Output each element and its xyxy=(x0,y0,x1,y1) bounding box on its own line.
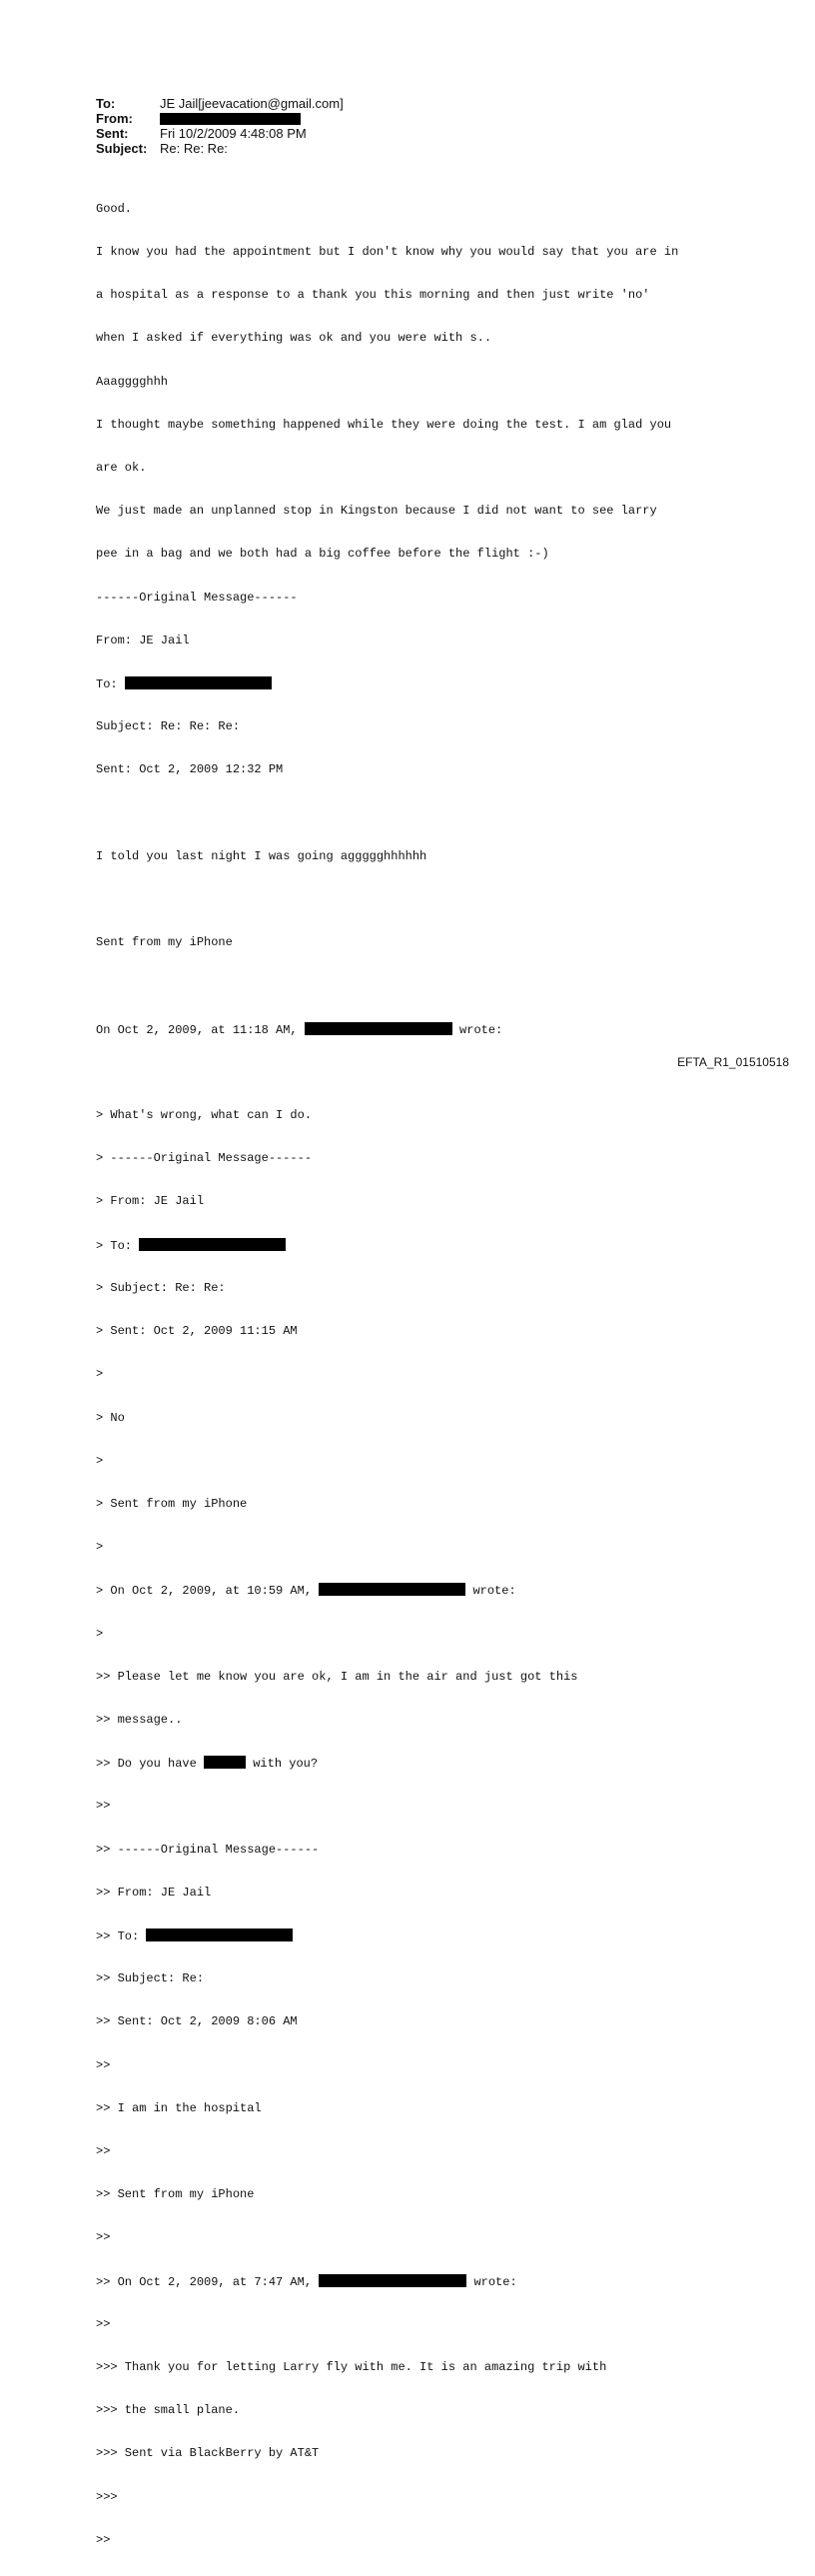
quoted-line: > xyxy=(96,1453,104,1468)
quoted-line: >> Sent from my iPhone xyxy=(96,2187,255,2202)
header-to-row xyxy=(96,96,775,111)
quoted-line: >> From: JE Jail xyxy=(96,1885,212,1900)
quoted-line: >> Please let me know you are ok, I am in the air and just got this xyxy=(96,1669,578,1684)
original-to xyxy=(96,676,795,690)
quoted-line: >> I am in the hospital xyxy=(96,2100,262,2115)
header-from-row xyxy=(96,111,775,126)
original-subject: Subject: Re: Re: Re: xyxy=(96,719,241,734)
quoted-line: > Subject: Re: Re: xyxy=(96,1280,226,1295)
quoted-doyou-prefix: >> Do you have xyxy=(96,1757,197,1772)
redaction-bar xyxy=(319,2274,466,2287)
redaction-bar xyxy=(204,1756,246,1769)
quoted-line: > From: JE Jail xyxy=(96,1194,205,1209)
quoted-line: >> xyxy=(96,2230,111,2245)
quoted-line: > Sent: Oct 2, 2009 11:15 AM xyxy=(96,1324,298,1339)
body-line: when I asked if everything was ok and you were with s.. xyxy=(96,331,492,346)
sent-label: Sent: xyxy=(96,126,129,141)
redaction-bar xyxy=(146,1929,293,1941)
original-message-divider: ------Original Message------ xyxy=(96,590,298,605)
quoted-line: >>> Thank you for letting Larry fly with me. It is an amazing trip with xyxy=(96,2359,607,2374)
quoted-line xyxy=(96,1238,795,1252)
body-line: Good. xyxy=(96,201,133,216)
quoted-line: > No xyxy=(96,1410,125,1425)
redaction-bar xyxy=(305,1022,452,1035)
subject-value: Re: Re: Re: xyxy=(160,141,228,156)
body-line: are ok. xyxy=(96,461,147,476)
redaction-bar xyxy=(160,113,301,125)
blank-line xyxy=(96,978,795,992)
blank-line xyxy=(96,806,795,820)
to-value: JE Jail[jeevacation@gmail.com] xyxy=(160,96,344,111)
body-line: I know you had the appointment but I don't know why you would say that you are in xyxy=(96,245,679,260)
body-line: I told you last night I was going aggggghhhhhh xyxy=(96,848,427,863)
email-header xyxy=(96,96,775,156)
from-label: From: xyxy=(96,111,133,126)
quoted-line: >> message.. xyxy=(96,1712,183,1727)
quoted-wrote-suffix: wrote: xyxy=(473,2274,517,2289)
quoted-line: > xyxy=(96,1626,104,1641)
quoted-line: > Sent from my iPhone xyxy=(96,1496,248,1511)
signature-line: Sent from my iPhone xyxy=(96,935,233,950)
body-line: Aaagggghhh xyxy=(96,374,169,389)
quoted-doyou-suffix: with you? xyxy=(253,1757,319,1772)
blank-line xyxy=(96,892,795,906)
quoted-line: > ------Original Message------ xyxy=(96,1151,313,1166)
quoted-line xyxy=(96,1929,795,1942)
quoted-line: >> xyxy=(96,2316,111,2331)
redaction-bar xyxy=(319,1583,465,1596)
original-sent: Sent: Oct 2, 2009 12:32 PM xyxy=(96,762,284,777)
body-line: I thought maybe something happened while they were doing the test. I am glad you xyxy=(96,417,672,432)
original-to-label: To: xyxy=(96,677,118,692)
quoted-line xyxy=(96,2274,795,2288)
quoted-line: >> Sent: Oct 2, 2009 8:06 AM xyxy=(96,2014,298,2029)
document-id: EFTA_R1_01510518 xyxy=(677,1055,789,1069)
quoted-line: >> xyxy=(96,2532,111,2547)
email-body xyxy=(96,173,795,2576)
redaction-bar xyxy=(125,676,272,689)
quoted-to-label: > To: xyxy=(96,1238,133,1253)
body-line: pee in a bag and we both had a big coffee before the flight :-) xyxy=(96,547,549,562)
redaction-bar xyxy=(139,1238,286,1251)
quoted-line: >> xyxy=(96,2057,111,2072)
quoted-line xyxy=(96,1756,795,1770)
quoted-wrote-prefix: > On Oct 2, 2009, at 10:59 AM, xyxy=(96,1584,313,1599)
wrote-line xyxy=(96,1022,795,1036)
quoted-line: >>> the small plane. xyxy=(96,2403,241,2418)
body-line: a hospital as a response to a thank you this morning and then just write 'no' xyxy=(96,288,650,303)
quoted-line xyxy=(96,1583,795,1597)
subject-label: Subject: xyxy=(96,141,148,156)
quoted-line: > xyxy=(96,1540,104,1555)
to-label: To: xyxy=(96,96,116,111)
quoted-wrote-suffix: wrote: xyxy=(472,1584,516,1599)
quoted-line: >>> Sent via BlackBerry by AT&T xyxy=(96,2446,320,2461)
quoted-wrote-prefix: >> On Oct 2, 2009, at 7:47 AM, xyxy=(96,2274,313,2289)
original-from: From: JE Jail xyxy=(96,633,190,647)
header-subject-row xyxy=(96,141,775,156)
quoted-line: >> xyxy=(96,2143,111,2158)
quoted-line: >> ------Original Message------ xyxy=(96,1842,320,1857)
body-line: We just made an unplanned stop in Kingston because I did not want to see larry xyxy=(96,504,657,519)
quoted-to-label: >> To: xyxy=(96,1929,140,1943)
quoted-line: >> xyxy=(96,1799,111,1814)
quoted-line: >>> xyxy=(96,2489,118,2504)
quoted-line: > What's wrong, what can I do. xyxy=(96,1108,313,1123)
sent-value: Fri 10/2/2009 4:48:08 PM xyxy=(160,126,307,141)
wrote-line-suffix: wrote: xyxy=(459,1022,503,1037)
quoted-line: >> Subject: Re: xyxy=(96,1971,205,1986)
wrote-line-prefix: On Oct 2, 2009, at 11:18 AM, xyxy=(96,1022,298,1037)
quoted-line: > xyxy=(96,1367,104,1382)
header-sent-row xyxy=(96,126,775,141)
